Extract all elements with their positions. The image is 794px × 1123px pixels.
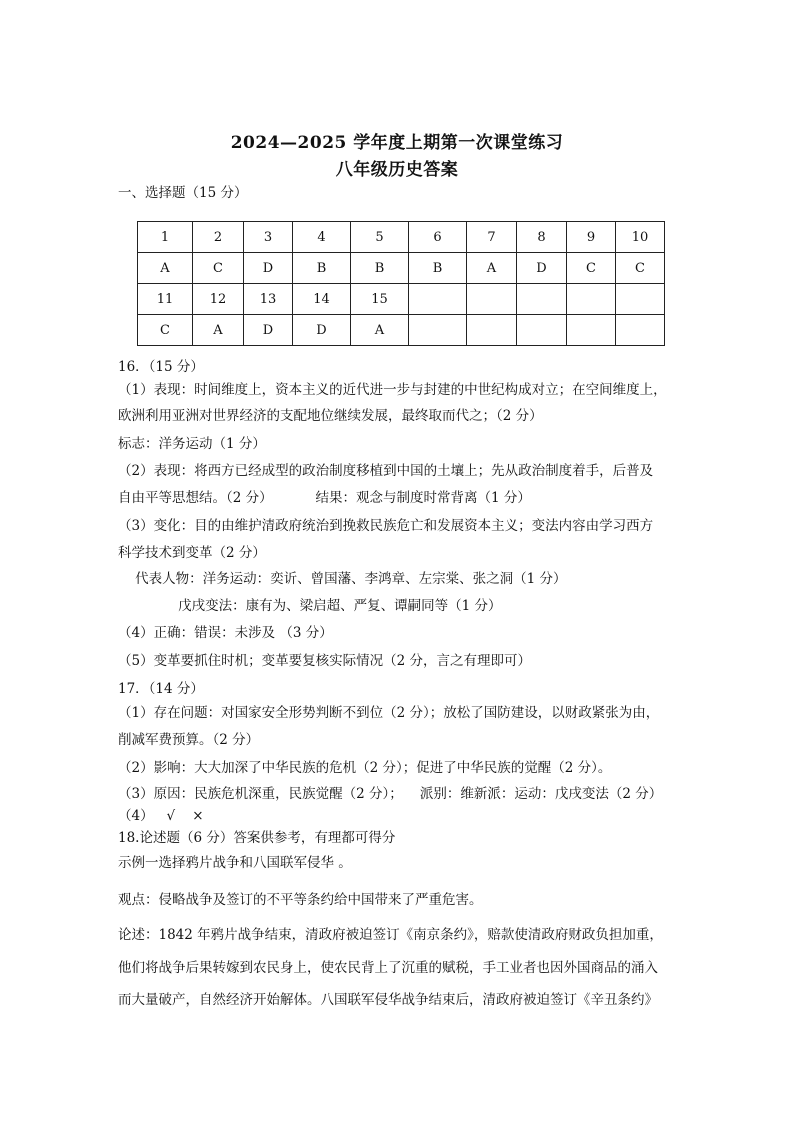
table-cell — [467, 284, 517, 315]
table-cell: B — [293, 253, 351, 284]
text-line: （1）存在问题：对国家安全形势判断不到位（2 分）；放松了国防建设，以财政紧张为由， — [118, 705, 660, 721]
text-line: 代表人物：洋务运动：奕䜣、曾国藩、李鸿章、左宗棠、张之洞（1 分） — [118, 571, 567, 587]
table-cell: 3 — [244, 222, 293, 253]
table-cell: 1 — [138, 222, 193, 253]
table-cell: D — [517, 253, 567, 284]
table-cell: 15 — [351, 284, 409, 315]
text-line: 科学技术到变革（2 分） — [118, 545, 266, 561]
table-cell — [616, 284, 665, 315]
table-cell: 4 — [293, 222, 351, 253]
text-line: （2）影响：大大加深了中华民族的危机（2 分）；促进了中华民族的觉醒（2 分）。 — [118, 760, 612, 776]
text-line: 而大量破产，自然经济开始解体。八国联军侵华战争结束后，清政府被迫签订《辛丑条约》 — [118, 992, 658, 1008]
table-cell: A — [467, 253, 517, 284]
table-cell: D — [293, 315, 351, 346]
table-cell — [567, 284, 616, 315]
table-cell: C — [567, 253, 616, 284]
table-cell — [616, 315, 665, 346]
table-cell — [517, 284, 567, 315]
text-line: （4） √ × — [118, 808, 204, 824]
table-cell: 9 — [567, 222, 616, 253]
table-cell — [467, 315, 517, 346]
table-cell: C — [193, 253, 244, 284]
table-cell: A — [138, 253, 193, 284]
text-line: 戊戌变法：康有为、梁启超、严复、谭嗣同等（1 分） — [118, 598, 502, 614]
table-cell: B — [351, 253, 409, 284]
table-cell: D — [244, 253, 293, 284]
table-cell: 11 — [138, 284, 193, 315]
text-line: 18.论述题（6 分）答案供参考，有理都可得分 — [118, 830, 396, 846]
table-cell — [567, 315, 616, 346]
table-row — [138, 284, 665, 315]
text-line: （4）正确：错误：未涉及 （3 分） — [118, 625, 333, 641]
table-cell: 10 — [616, 222, 665, 253]
text-line: （1）表现：时间维度上，资本主义的近代进一步与封建的中世纪构成对立；在空间维度上， — [118, 382, 667, 398]
table-cell: 8 — [517, 222, 567, 253]
table-row — [138, 253, 665, 284]
table-cell: 14 — [293, 284, 351, 315]
text-line: （3）原因：民族危机深重，民族觉醒（2 分）； 派别：维新派：运动：戊戌变法（2 分） — [118, 786, 663, 802]
table-cell: 2 — [193, 222, 244, 253]
text-line: 观点：侵略战争及签订的不平等条约给中国带来了严重危害。 — [118, 892, 483, 908]
text-line: 标志：洋务运动（1 分） — [118, 436, 266, 452]
table-row — [138, 315, 665, 346]
page-title-line2: 八年级历史答案 — [335, 160, 459, 180]
table-cell: C — [616, 253, 665, 284]
table-cell: 13 — [244, 284, 293, 315]
text-line: （5）变革要抓住时机；变革要复核实际情况（2 分，言之有理即可） — [118, 653, 531, 669]
table-cell: 6 — [409, 222, 467, 253]
text-line: 削减军费预算。（2 分） — [118, 732, 260, 748]
text-line: （2）表现：将西方已经成型的政治制度移植到中国的土壤上；先从政治制度着手，后普及 — [118, 463, 654, 479]
answer-table — [137, 221, 665, 346]
table-cell: 12 — [193, 284, 244, 315]
table-cell: A — [193, 315, 244, 346]
text-line: 自由平等思想结。（2 分） 结果：观念与制度时常背离（1 分） — [118, 490, 531, 506]
table-cell: 7 — [467, 222, 517, 253]
text-line: 论述：1842 年鸦片战争结束，清政府被迫签订《南京条约》，赔款使清政府财政负担加重， — [118, 927, 663, 943]
text-line: 他们将战争后果转嫁到农民身上，使农民背上了沉重的赋税，手工业者也因外国商品的涌入 — [118, 960, 658, 976]
table-cell: B — [409, 253, 467, 284]
text-line: 16．（15 分） — [118, 359, 204, 375]
table-cell: 5 — [351, 222, 409, 253]
table-cell: A — [351, 315, 409, 346]
section-heading-choice: 一、选择题（15 分） — [118, 185, 248, 201]
text-line: 示例一选择鸦片战争和八国联军侵华 。 — [118, 855, 352, 871]
table-cell — [409, 315, 467, 346]
text-line: 欧洲利用亚洲对世界经济的支配地位继续发展，最终取而代之；（2 分） — [118, 408, 543, 424]
table-cell — [409, 284, 467, 315]
table-cell: C — [138, 315, 193, 346]
table-cell — [517, 315, 567, 346]
page-title-line1: 2024—2025 学年度上期第一次课堂练习 — [230, 133, 564, 153]
text-line: （3）变化：目的由维护清政府统治到挽救民族危亡和发展资本主义；变法内容由学习西方 — [118, 518, 654, 534]
table-cell: D — [244, 315, 293, 346]
table-row — [138, 222, 665, 253]
text-line: 17．（14 分） — [118, 681, 204, 697]
